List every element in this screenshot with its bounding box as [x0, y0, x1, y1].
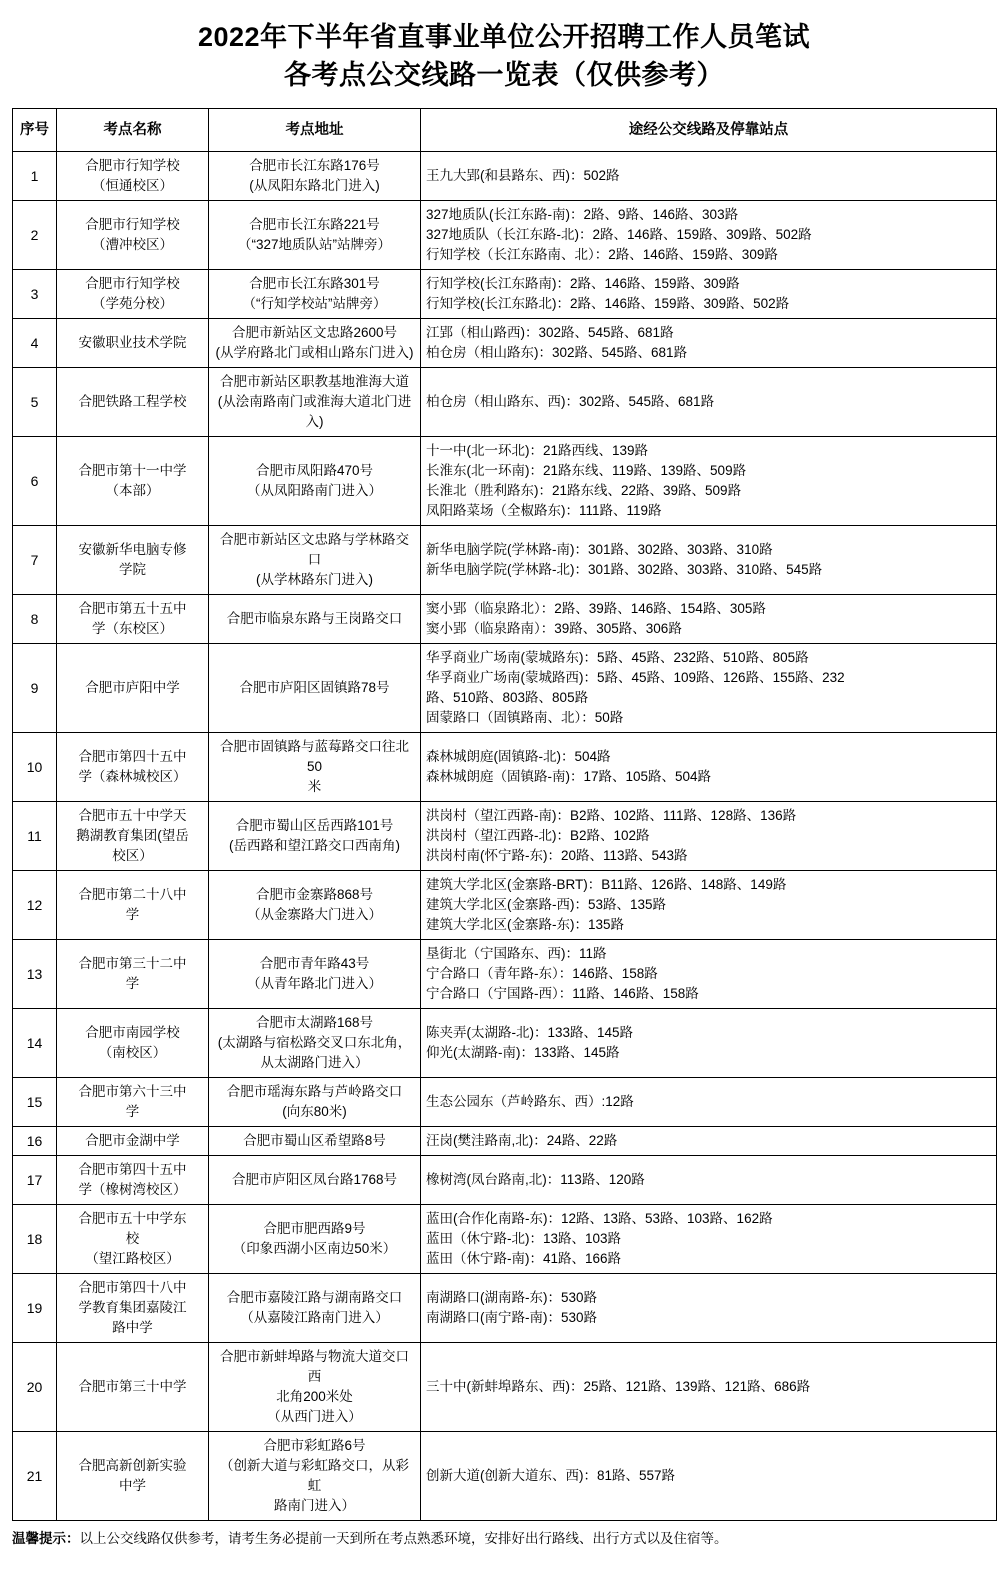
- cell-site-address-line: （“327地质队站”站牌旁）: [237, 237, 391, 252]
- cell-bus-routes: [421, 270, 997, 319]
- cell-site-address: [209, 1274, 421, 1343]
- cell-site-address-line: (太湖路与宿松路交叉口东北角，: [217, 1035, 412, 1050]
- cell-site-name-line: 学教育集团嘉陵江: [78, 1300, 187, 1315]
- cell-bus-routes-line: 江郢（相山路西)：302路、545路、681路: [426, 325, 674, 340]
- cell-site-address-line: 合肥市瑶海东路与芦岭路交口: [226, 1084, 403, 1099]
- cell-site-address-line: 合肥市肥西路9号: [263, 1221, 366, 1236]
- cell-site-name-line: 安徽职业技术学院: [78, 335, 187, 350]
- cell-site-name-line: （恒通校区）: [92, 178, 173, 193]
- cell-site-address: [209, 733, 421, 802]
- cell-site-name-line: 合肥市金湖中学: [85, 1133, 180, 1148]
- cell-site-address-line: 北角200米处: [276, 1389, 353, 1404]
- cell-no: 15: [13, 1078, 57, 1127]
- cell-site-address-line: (从浍南路南门或淮海大道北门进入): [217, 394, 412, 429]
- cell-site-address-line: （从青年路北门进入）: [247, 976, 382, 991]
- cell-no: 6: [13, 437, 57, 526]
- cell-site-address: [209, 802, 421, 871]
- cell-bus-routes: [421, 871, 997, 940]
- cell-bus-routes-line: 建筑大学北区(金寨路-西)：53路、135路: [426, 897, 667, 912]
- cell-site-name-line: 合肥市庐阳中学: [85, 680, 180, 695]
- cell-site-name: [57, 437, 209, 526]
- table-body: [13, 152, 997, 1521]
- cell-site-address-line: 合肥市长江东路221号: [249, 217, 380, 232]
- cell-bus-routes: [421, 526, 997, 595]
- cell-no: 5: [13, 368, 57, 437]
- cell-site-name-line: 学（橡树湾校区）: [78, 1182, 187, 1197]
- cell-site-name: [57, 802, 209, 871]
- cell-site-name-line: 合肥市五十中学东: [78, 1211, 187, 1226]
- cell-site-address: [209, 1156, 421, 1205]
- cell-site-name-line: 合肥市第四十五中: [78, 749, 187, 764]
- cell-site-name-line: （漕冲校区）: [92, 237, 173, 252]
- cell-site-name-line: 合肥铁路工程学校: [78, 394, 187, 409]
- cell-site-address-line: （创新大道与彩虹路交口，从彩虹: [220, 1458, 409, 1493]
- footer-note-label: 温馨提示：: [12, 1531, 80, 1546]
- table-row: [13, 368, 997, 437]
- cell-site-address: [209, 437, 421, 526]
- cell-bus-routes: [421, 733, 997, 802]
- cell-site-address-line: (向东80米): [282, 1104, 347, 1119]
- cell-site-address-line: （从嘉陵江路南门进入）: [240, 1310, 389, 1325]
- cell-bus-routes: [421, 1009, 997, 1078]
- cell-site-name-line: 鹅湖教育集团(望岳: [76, 828, 189, 843]
- cell-site-address-line: 合肥市庐阳区凤台路1768号: [231, 1172, 398, 1187]
- cell-no: 3: [13, 270, 57, 319]
- cell-bus-routes-line: 柏仓房（相山路东、西)：302路、545路、681路: [426, 394, 715, 409]
- cell-bus-routes-line: 洪岗村（望江西路-南)：B2路、102路、111路、128路、136路: [426, 808, 797, 823]
- cell-site-address: [209, 940, 421, 1009]
- table-row: [13, 802, 997, 871]
- cell-bus-routes: [421, 1432, 997, 1521]
- table-row: [13, 871, 997, 940]
- cell-bus-routes-line: 柏仓房（相山路东)：302路、545路、681路: [426, 345, 688, 360]
- cell-site-address-line: 合肥市新站区文忠路2600号: [231, 325, 398, 340]
- cell-no: 11: [13, 802, 57, 871]
- cell-site-address-line: （从西门进入）: [267, 1409, 362, 1424]
- table-row: [13, 437, 997, 526]
- cell-site-address: [209, 270, 421, 319]
- cell-bus-routes-line: 华孚商业广场南(蒙城路西)：5路、45路、109路、126路、155路、232: [426, 670, 845, 685]
- cell-site-name: [57, 1205, 209, 1274]
- cell-site-address: [209, 1205, 421, 1274]
- title-line-1: 2022年下半年省直事业单位公开招聘工作人员笔试: [197, 22, 811, 52]
- cell-bus-routes-line: 橡树湾(凤台路南,北)：113路、120路: [426, 1172, 645, 1187]
- cell-no: 13: [13, 940, 57, 1009]
- cell-site-address-line: 从太湖路门进入）: [260, 1055, 369, 1070]
- cell-site-address: [209, 1432, 421, 1521]
- cell-no: 14: [13, 1009, 57, 1078]
- cell-bus-routes: [421, 940, 997, 1009]
- cell-site-address-line: 合肥市金寨路868号: [255, 887, 374, 902]
- table-row: [13, 1432, 997, 1521]
- cell-site-name-line: 校区）: [112, 848, 153, 863]
- footer-note-text: 以上公交线路仅供参考，请考生务必提前一天到所在考点熟悉环境，安排好出行路线、出行方式以及住宿等。: [79, 1531, 728, 1546]
- cell-site-name-line: 学: [125, 907, 140, 922]
- cell-site-address: [209, 871, 421, 940]
- cell-bus-routes-line: 长淮东(北一环南)：21路东线、119路、139路、509路: [426, 463, 747, 478]
- cell-site-address-line: 路南门进入）: [274, 1498, 355, 1513]
- cell-bus-routes-line: 新华电脑学院(学林路-南)：301路、302路、303路、310路: [426, 542, 773, 557]
- cell-bus-routes: [421, 152, 997, 201]
- cell-bus-routes-line: 三十中(新蚌埠路东、西)：25路、121路、139路、121路、686路: [426, 1379, 811, 1394]
- cell-site-name: [57, 319, 209, 368]
- table-row: [13, 1156, 997, 1205]
- table-row: [13, 526, 997, 595]
- cell-site-address-line: 合肥市临泉东路与王岗路交口: [226, 611, 403, 626]
- cell-bus-routes-line: 327地质队(长江东路-南)：2路、9路、146路、303路: [426, 207, 739, 222]
- cell-bus-routes-line: 蓝田（休宁路-南)：41路、166路: [426, 1251, 622, 1266]
- cell-bus-routes-line: 建筑大学北区(金寨路-东)：135路: [426, 917, 625, 932]
- cell-bus-routes-line: 南湖路口(南宁路-南)：530路: [426, 1310, 598, 1325]
- cell-site-address-line: （印象西湖小区南边50米）: [232, 1241, 397, 1256]
- cell-site-address-line: 合肥市蜀山区希望路8号: [243, 1133, 386, 1148]
- cell-site-address-line: 米: [307, 779, 322, 794]
- cell-site-name-line: （本部）: [105, 483, 160, 498]
- cell-no: 18: [13, 1205, 57, 1274]
- cell-site-name: [57, 1009, 209, 1078]
- table-row: [13, 940, 997, 1009]
- table-row: [13, 1205, 997, 1274]
- cell-site-name-line: 中学: [119, 1478, 146, 1493]
- cell-site-address-line: 合肥市嘉陵江路与湖南路交口: [226, 1290, 403, 1305]
- page-title: [12, 18, 996, 94]
- cell-bus-routes: [421, 437, 997, 526]
- cell-no: 20: [13, 1343, 57, 1432]
- cell-bus-routes-line: 长淮北（胜利路东)：21路东线、22路、39路、509路: [426, 483, 742, 498]
- table-row: [13, 270, 997, 319]
- cell-site-name-line: （望江路校区）: [85, 1251, 180, 1266]
- cell-bus-routes: [421, 1343, 997, 1432]
- cell-site-name-line: 合肥市五十中学天: [78, 808, 187, 823]
- cell-bus-routes-line: 汪岗(樊洼路南,北)：24路、22路: [426, 1133, 618, 1148]
- cell-site-name: [57, 940, 209, 1009]
- cell-bus-routes: [421, 595, 997, 644]
- cell-site-address: [209, 1127, 421, 1156]
- table-row: [13, 644, 997, 733]
- table-row: [13, 595, 997, 644]
- cell-site-name: [57, 871, 209, 940]
- cell-site-name-line: 合肥高新创新实验: [78, 1458, 187, 1473]
- cell-site-address: [209, 1078, 421, 1127]
- column-header-bus-routes: 途经公交线路及停靠站点: [421, 109, 997, 152]
- cell-site-address: [209, 644, 421, 733]
- table-row: [13, 733, 997, 802]
- cell-bus-routes-line: 建筑大学北区(金寨路-BRT)：B11路、126路、148路、149路: [426, 877, 787, 892]
- cell-no: 17: [13, 1156, 57, 1205]
- cell-bus-routes: [421, 201, 997, 270]
- cell-site-address-line: 合肥市彩虹路6号: [263, 1438, 366, 1453]
- table-row: [13, 152, 997, 201]
- cell-no: 1: [13, 152, 57, 201]
- cell-bus-routes: [421, 368, 997, 437]
- cell-site-name: [57, 1274, 209, 1343]
- table-row: [13, 1343, 997, 1432]
- cell-site-name-line: 合肥市第三十中学: [78, 1379, 187, 1394]
- cell-bus-routes-line: 蓝田（休宁路-北)：13路、103路: [426, 1231, 622, 1246]
- cell-site-name: [57, 1432, 209, 1521]
- table-row: [13, 319, 997, 368]
- cell-site-name: [57, 201, 209, 270]
- cell-site-address-line: （“行知学校站”站牌旁）: [242, 296, 387, 311]
- cell-site-address-line: 合肥市新站区文忠路与学林路交口: [220, 532, 409, 567]
- cell-site-name-line: 学院: [119, 562, 146, 577]
- cell-no: 16: [13, 1127, 57, 1156]
- cell-site-name-line: 安徽新华电脑专修: [78, 542, 187, 557]
- cell-site-address-line: (从学林路东门进入): [256, 572, 373, 587]
- cell-bus-routes-line: 蓝田(合作化南路-东)：12路、13路、53路、103路、162路: [426, 1211, 773, 1226]
- table-row: [13, 1274, 997, 1343]
- cell-no: 2: [13, 201, 57, 270]
- cell-site-address-line: 合肥市新站区职教基地淮海大道: [220, 374, 409, 389]
- cell-site-name-line: 合肥市行知学校: [85, 276, 180, 291]
- bus-routes-table: [12, 108, 997, 1521]
- cell-site-address: [209, 1343, 421, 1432]
- cell-site-name-line: 合肥市第五十五中: [78, 601, 187, 616]
- cell-site-address: [209, 152, 421, 201]
- cell-bus-routes-line: 洪岗村（望江西路-北)：B2路、102路: [426, 828, 650, 843]
- cell-site-address-line: 合肥市蜀山区岳西路101号: [235, 818, 394, 833]
- cell-bus-routes-line: 创新大道(创新大道东、西)：81路、557路: [426, 1468, 676, 1483]
- cell-bus-routes-line: 固蒙路口（固镇路南、北）：50路: [426, 710, 624, 725]
- cell-site-address-line: （从金寨路大门进入）: [247, 907, 382, 922]
- cell-bus-routes-line: 南湖路口(湖南路-东)：530路: [426, 1290, 598, 1305]
- table-row: [13, 1078, 997, 1127]
- cell-site-name-line: 学（森林城校区）: [78, 769, 187, 784]
- cell-site-name-line: 学: [125, 1104, 140, 1119]
- cell-bus-routes: [421, 1156, 997, 1205]
- cell-site-name-line: 合肥市第十一中学: [78, 463, 187, 478]
- cell-no: 10: [13, 733, 57, 802]
- cell-site-name: [57, 368, 209, 437]
- cell-no: 21: [13, 1432, 57, 1521]
- table-header: [13, 109, 997, 152]
- cell-site-name-line: 学（东校区）: [92, 621, 173, 636]
- table-row: [13, 1009, 997, 1078]
- cell-site-name: [57, 1156, 209, 1205]
- cell-site-address-line: 合肥市凤阳路470号: [255, 463, 374, 478]
- cell-site-name: [57, 1078, 209, 1127]
- cell-no: 4: [13, 319, 57, 368]
- cell-site-address-line: 合肥市新蚌埠路与物流大道交口西: [220, 1349, 409, 1384]
- cell-site-name-line: 合肥市第二十八中: [78, 887, 187, 902]
- cell-site-address-line: (岳西路和望江路交口西南角): [229, 838, 400, 853]
- cell-site-name: [57, 1343, 209, 1432]
- cell-bus-routes-line: 十一中(北一环北)：21路西线、139路: [426, 443, 649, 458]
- cell-no: 19: [13, 1274, 57, 1343]
- cell-bus-routes-line: 凤阳路菜场（全椒路东)：111路、119路: [426, 503, 662, 518]
- cell-site-name-line: 合肥市第四十八中: [78, 1280, 187, 1295]
- cell-site-name-line: （学苑分校）: [92, 296, 173, 311]
- cell-bus-routes-line: 窦小郢（临泉路北）：2路、39路、146路、154路、305路: [426, 601, 766, 616]
- cell-bus-routes-line: 华孚商业广场南(蒙城路东)：5路、45路、232路、510路、805路: [426, 650, 809, 665]
- cell-no: 12: [13, 871, 57, 940]
- cell-bus-routes-line: 新华电脑学院(学林路-北)：301路、302路、303路、310路、545路: [426, 562, 823, 577]
- cell-site-name-line: 校: [125, 1231, 140, 1246]
- cell-site-address: [209, 1009, 421, 1078]
- cell-site-address-line: (从学府路北门或相山路东门进入): [215, 345, 414, 360]
- cell-site-name: [57, 595, 209, 644]
- title-line-2: 各考点公交线路一览表（仅供参考）: [284, 60, 724, 90]
- cell-bus-routes: [421, 1127, 997, 1156]
- cell-bus-routes-line: 行知学校（长江东路南、北）：2路、146路、159路、309路: [426, 247, 778, 262]
- footer-note: [12, 1529, 996, 1549]
- cell-site-name-line: 合肥市第六十三中: [78, 1084, 187, 1099]
- cell-bus-routes-line: 森林城朗庭(固镇路-北)：504路: [426, 749, 611, 764]
- cell-bus-routes: [421, 1205, 997, 1274]
- cell-site-name-line: （南校区）: [98, 1045, 167, 1060]
- table-row: [13, 201, 997, 270]
- cell-site-address: [209, 201, 421, 270]
- cell-site-address-line: 合肥市长江东路176号: [249, 158, 380, 173]
- cell-site-name-line: 合肥市南园学校: [85, 1025, 180, 1040]
- cell-site-address-line: 合肥市太湖路168号: [255, 1015, 374, 1030]
- cell-site-address: [209, 319, 421, 368]
- cell-site-address-line: 合肥市庐阳区固镇路78号: [239, 680, 390, 695]
- cell-bus-routes-line: 行知学校(长江东路北)：2路、146路、159路、309路、502路: [426, 296, 790, 311]
- cell-site-address-line: 合肥市固镇路与蓝莓路交口往北50: [220, 739, 409, 774]
- cell-site-name: [57, 733, 209, 802]
- cell-bus-routes-line: 宁合路口（青年路-东）：146路、158路: [426, 966, 658, 981]
- cell-bus-routes-line: 生态公园东（芦岭路东、西）:12路: [426, 1094, 634, 1109]
- cell-site-address-line: 合肥市青年路43号: [259, 956, 370, 971]
- cell-bus-routes-line: 洪岗村南(怀宁路-东)：20路、113路、543路: [426, 848, 688, 863]
- cell-site-address-line: （从凤阳路南门进入）: [247, 483, 382, 498]
- cell-bus-routes: [421, 319, 997, 368]
- cell-site-name-line: 学: [125, 976, 140, 991]
- cell-site-address-line: 合肥市长江东路301号: [249, 276, 380, 291]
- cell-bus-routes-line: 仰光(太湖路-南)：133路、145路: [426, 1045, 620, 1060]
- cell-no: 7: [13, 526, 57, 595]
- cell-bus-routes: [421, 1274, 997, 1343]
- cell-no: 8: [13, 595, 57, 644]
- cell-site-name-line: 合肥市行知学校: [85, 158, 180, 173]
- cell-bus-routes-line: 窦小郢（临泉路南）：39路、305路、306路: [426, 621, 682, 636]
- column-header-site-address: 考点地址: [209, 109, 421, 152]
- table-header-row: [13, 109, 997, 152]
- cell-bus-routes-line: 行知学校(长江东路南)：2路、146路、159路、309路: [426, 276, 740, 291]
- column-header-no: 序号: [13, 109, 57, 152]
- cell-site-name-line: 合肥市行知学校: [85, 217, 180, 232]
- cell-bus-routes-line: 327地质队（长江东路-北)：2路、146路、159路、309路、502路: [426, 227, 812, 242]
- cell-site-name-line: 合肥市第三十二中: [78, 956, 187, 971]
- cell-site-name-line: 路中学: [112, 1320, 153, 1335]
- cell-bus-routes: [421, 802, 997, 871]
- cell-site-name: [57, 1127, 209, 1156]
- cell-bus-routes: [421, 644, 997, 733]
- cell-site-name-line: 合肥市第四十五中: [78, 1162, 187, 1177]
- cell-bus-routes-line: 陈夹弄(太湖路-北)：133路、145路: [426, 1025, 634, 1040]
- cell-site-address: [209, 526, 421, 595]
- cell-bus-routes-line: 森林城朗庭（固镇路-南)：17路、105路、504路: [426, 769, 712, 784]
- cell-site-name: [57, 526, 209, 595]
- cell-site-address: [209, 595, 421, 644]
- cell-bus-routes: [421, 1078, 997, 1127]
- column-header-site-name: 考点名称: [57, 109, 209, 152]
- cell-site-address: [209, 368, 421, 437]
- cell-site-name: [57, 152, 209, 201]
- cell-bus-routes-line: 路、510路、803路、805路: [426, 690, 589, 705]
- cell-site-name: [57, 270, 209, 319]
- cell-site-address-line: (从凤阳东路北门进入): [249, 178, 380, 193]
- cell-bus-routes-line: 王九大郢(和县路东、西)：502路: [426, 168, 620, 183]
- cell-site-name: [57, 644, 209, 733]
- cell-bus-routes-line: 垦街北（宁国路东、西)：11路: [426, 946, 607, 961]
- cell-bus-routes-line: 宁合路口（宁国路-西）：11路、146路、158路: [426, 986, 699, 1001]
- table-row: [13, 1127, 997, 1156]
- cell-no: 9: [13, 644, 57, 733]
